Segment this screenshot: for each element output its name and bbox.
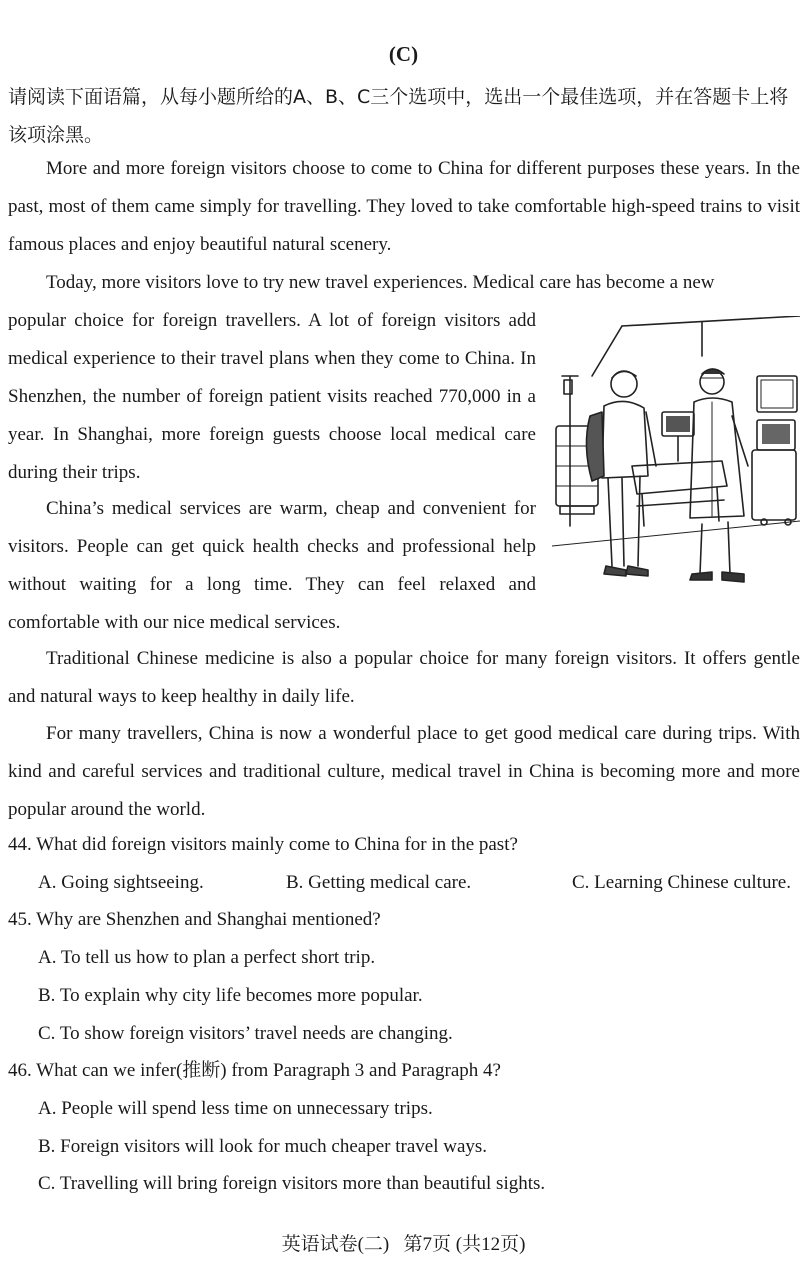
question-46: 46. What can we infer(推断) from Paragraph 3 and Paragraph 4?	[8, 1060, 501, 1081]
paragraph-2-line1-text: Today, more visitors love to try new travel experiences. Medical care has become a new	[46, 272, 715, 293]
paragraph-2-first-line	[8, 264, 800, 302]
question-44-option-b[interactable]: B. Getting medical care.	[286, 872, 472, 893]
paragraph-3-text: China’s medical services are warm, cheap and convenient for visitors. People can get quick health checks and professional help without waiting for a long time. They can feel relaxed and comfortable with our nice medical services.	[8, 498, 536, 633]
instruction-text: 请阅读下面语篇，从每小题所给的A、B、C三个选项中，选出一个最佳选项，并在答题卡上将该项涂黑。	[8, 86, 789, 146]
paragraph-2-body: popular choice for foreign travellers. A lot of foreign visitors add medical experience to their travel plans when they come to China. In Shenzhen, the number of foreign patient visits reached 770,000 in a year. In Shanghai, more foreign guests choose local medical care during their trips.	[8, 310, 536, 483]
question-45-option-c[interactable]: C. To show foreign visitors’ travel needs are changing.	[38, 1023, 453, 1044]
question-46-option-a[interactable]: A. People will spend less time on unnecessary trips.	[38, 1098, 433, 1119]
paragraph-4-text: Traditional Chinese medicine is also a popular choice for many foreign visitors. It offers gentle and natural ways to keep healthy in daily life.	[8, 648, 800, 707]
question-45-option-a[interactable]: A. To tell us how to plan a perfect short trip.	[38, 947, 376, 968]
paragraph-1	[8, 150, 800, 264]
question-44-option-a[interactable]: A. Going sightseeing.	[38, 872, 204, 893]
hospital-room-illustration	[552, 316, 800, 588]
question-46-option-c[interactable]: C. Travelling will bring foreign visitors more than beautiful sights.	[38, 1173, 546, 1194]
paragraph-5-text: For many travellers, China is now a wonderful place to get good medical care during trips. With kind and careful services and traditional culture, medical travel in China is becoming more and more popular around the world.	[8, 723, 800, 820]
question-44: 44. What did foreign visitors mainly come to China for in the past?	[8, 834, 518, 855]
paragraph-4	[8, 640, 800, 716]
question-45: 45. Why are Shenzhen and Shanghai mentioned?	[8, 909, 381, 930]
question-45-option-b[interactable]: B. To explain why city life becomes more popular.	[38, 985, 423, 1006]
paragraph-3	[8, 490, 536, 642]
question-46-option-b[interactable]: B. Foreign visitors will look for much cheaper travel ways.	[38, 1136, 488, 1157]
paragraph-5	[8, 715, 800, 829]
paragraph-1-text: More and more foreign visitors choose to come to China for different purposes these years. In the past, most of them came simply for travelling. They loved to take comfortable high-speed trains to visit famous places and enjoy beautiful natural scenery.	[8, 158, 800, 255]
section-label: (C)	[388, 42, 419, 66]
page-footer: 英语试卷(二) 第7页 (共12页)	[281, 1234, 526, 1255]
question-44-option-c[interactable]: C. Learning Chinese culture.	[572, 872, 791, 893]
